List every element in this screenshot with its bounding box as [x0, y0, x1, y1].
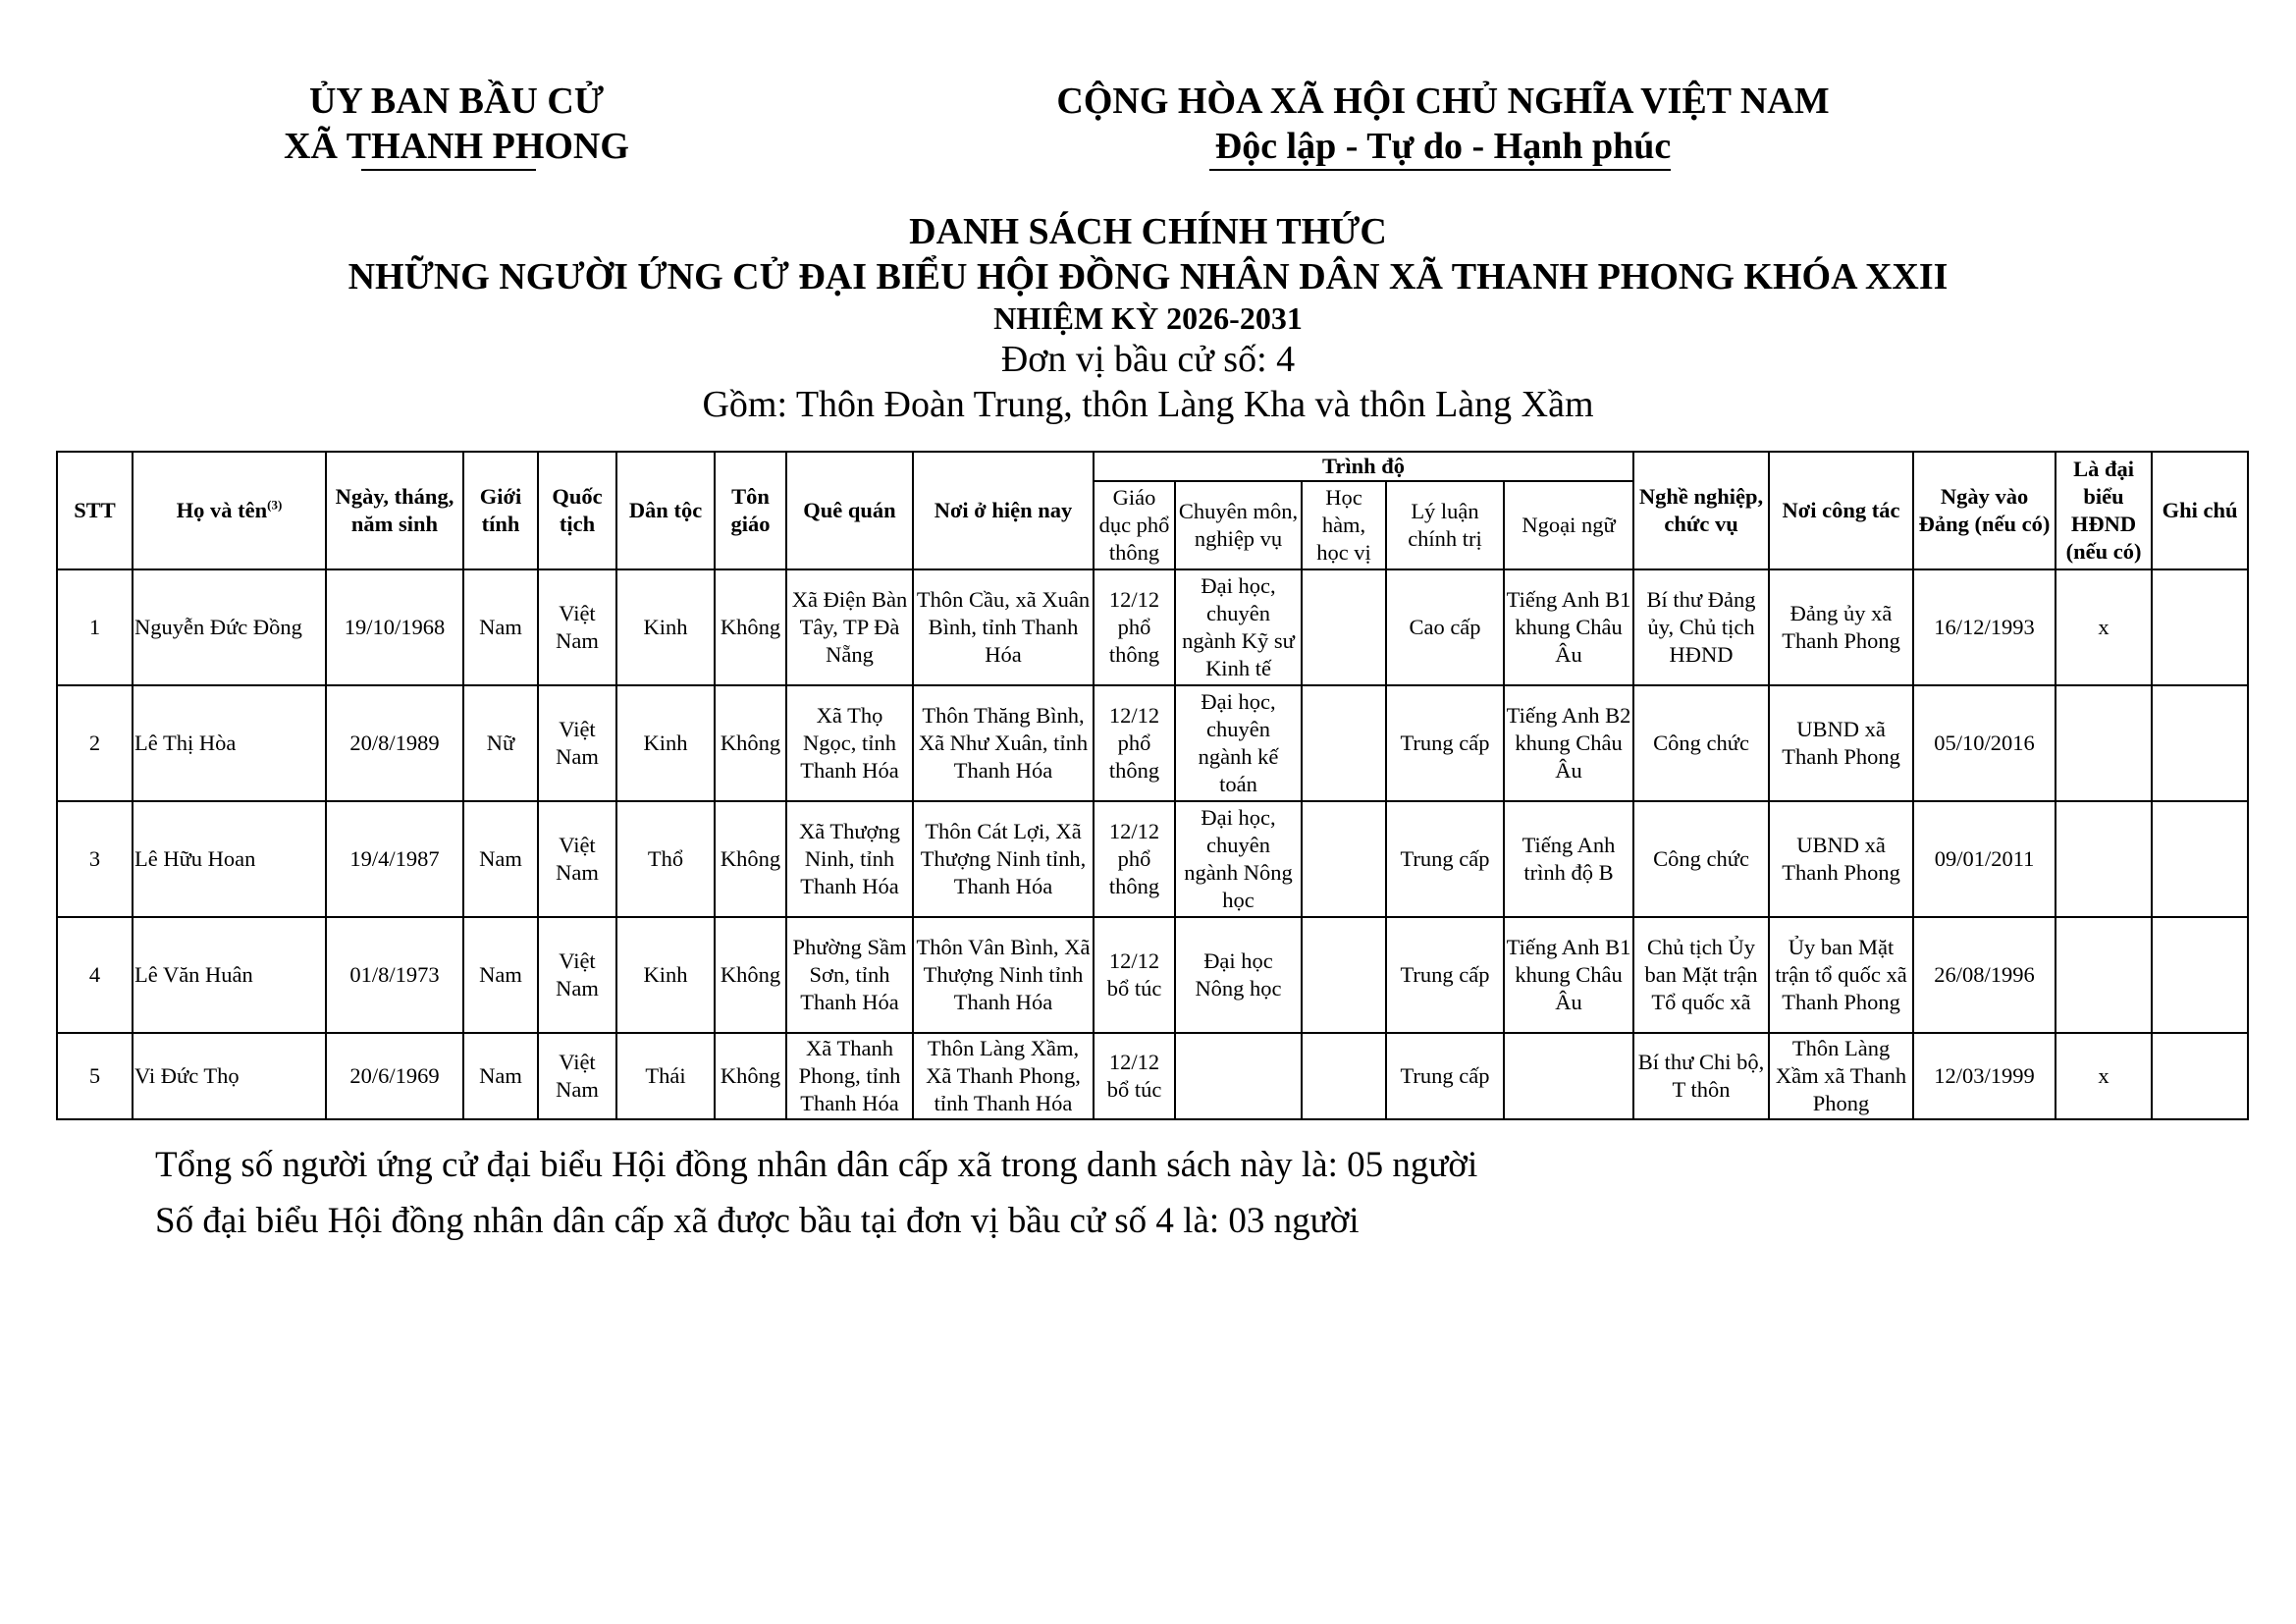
- cell-religion: Không: [715, 1033, 786, 1119]
- cell-name: Vi Đức Thọ: [133, 1033, 326, 1119]
- cell-language: Tiếng Anh trình độ B: [1504, 801, 1633, 917]
- cell-general-edu: 12/12 phổ thông: [1094, 569, 1175, 685]
- cell-council: [2056, 801, 2152, 917]
- cell-stt: 1: [57, 569, 133, 685]
- national-header: [1001, 79, 1885, 169]
- col-gender: Giới tính: [463, 452, 538, 569]
- cell-stt: 4: [57, 917, 133, 1033]
- cell-dob: 19/10/1968: [326, 569, 463, 685]
- cell-political: Trung cấp: [1386, 1033, 1504, 1119]
- cell-specialty: Đại học, chuyên ngành Nông học: [1175, 801, 1302, 917]
- cell-residence: Thôn Vân Bình, Xã Thượng Ninh tỉnh Thanh Hóa: [913, 917, 1094, 1033]
- cell-occupation: Bí thư Đảng ủy, Chủ tịch HĐND: [1633, 569, 1769, 685]
- cell-nationality: Việt Nam: [538, 917, 616, 1033]
- committee-line2: XÃ THANH PHONG: [284, 126, 629, 167]
- committee-line1: ỦY BAN BẦU CỬ: [308, 81, 605, 122]
- election-committee-header: [226, 79, 687, 169]
- cell-hometown: Xã Thượng Ninh, tỉnh Thanh Hóa: [786, 801, 913, 917]
- elected-count: Số đại biểu Hội đồng nhân dân cấp xã được bầu tại đơn vị bầu cử số 4 là: 03 người: [155, 1201, 1360, 1241]
- national-motto: Độc lập - Tự do - Hạnh phúc: [1214, 126, 1672, 167]
- cell-workplace: UBND xã Thanh Phong: [1769, 685, 1913, 801]
- col-language: Ngoại ngữ: [1504, 481, 1633, 569]
- unit-includes: Gồm: Thôn Đoàn Trung, thôn Làng Kha và thôn Làng Xầm: [702, 384, 1594, 425]
- table-header-row: [57, 452, 2248, 481]
- cell-nationality: Việt Nam: [538, 685, 616, 801]
- cell-hometown: Phường Sầm Sơn, tỉnh Thanh Hóa: [786, 917, 913, 1033]
- col-political: Lý luận chính trị: [1386, 481, 1504, 569]
- committee-underline: [361, 169, 536, 171]
- col-religion: Tôn giáo: [715, 452, 786, 569]
- doc-title: DANH SÁCH CHÍNH THỨC: [909, 211, 1387, 252]
- col-name: [133, 452, 326, 569]
- cell-name: Lê Văn Huân: [133, 917, 326, 1033]
- total-candidates: Tổng số người ứng cử đại biểu Hội đồng nhân dân cấp xã trong danh sách này là: 05 người: [155, 1145, 1478, 1185]
- cell-general-edu: 12/12 bổ túc: [1094, 1033, 1175, 1119]
- cell-academic: [1302, 1033, 1386, 1119]
- cell-hometown: Xã Điện Bàn Tây, TP Đà Nẵng: [786, 569, 913, 685]
- cell-ethnicity: Kinh: [616, 685, 715, 801]
- cell-note: [2152, 801, 2248, 917]
- col-occupation: Nghề nghiệp, chức vụ: [1633, 452, 1769, 569]
- cell-hometown: Xã Thọ Ngọc, tỉnh Thanh Hóa: [786, 685, 913, 801]
- cell-specialty: Đại học Nông học: [1175, 917, 1302, 1033]
- cell-dob: 19/4/1987: [326, 801, 463, 917]
- cell-ethnicity: Thái: [616, 1033, 715, 1119]
- cell-political: Trung cấp: [1386, 917, 1504, 1033]
- cell-note: [2152, 569, 2248, 685]
- cell-workplace: Đảng ủy xã Thanh Phong: [1769, 569, 1913, 685]
- col-education-group: Trình độ: [1094, 452, 1633, 481]
- table-row: [57, 801, 2248, 917]
- cell-note: [2152, 1033, 2248, 1119]
- cell-council: x: [2056, 1033, 2152, 1119]
- table-row: [57, 685, 2248, 801]
- cell-ethnicity: Kinh: [616, 917, 715, 1033]
- cell-note: [2152, 685, 2248, 801]
- cell-gender: Nam: [463, 801, 538, 917]
- cell-workplace: Thôn Làng Xầm xã Thanh Phong: [1769, 1033, 1913, 1119]
- cell-academic: [1302, 917, 1386, 1033]
- table-row: [57, 569, 2248, 685]
- cell-residence: Thôn Cát Lợi, Xã Thượng Ninh tỉnh, Thanh Hóa: [913, 801, 1094, 917]
- cell-nationality: Việt Nam: [538, 1033, 616, 1119]
- cell-party-date: 12/03/1999: [1913, 1033, 2056, 1119]
- cell-academic: [1302, 685, 1386, 801]
- cell-stt: 5: [57, 1033, 133, 1119]
- cell-occupation: Chủ tịch Ủy ban Mặt trận Tổ quốc xã: [1633, 917, 1769, 1033]
- doc-term: NHIỆM KỲ 2026-2031: [993, 300, 1303, 336]
- cell-residence: Thôn Thăng Bình, Xã Như Xuân, tỉnh Thanh Hóa: [913, 685, 1094, 801]
- cell-council: [2056, 917, 2152, 1033]
- col-academic: Học hàm, học vị: [1302, 481, 1386, 569]
- table-row: [57, 1033, 2248, 1119]
- cell-religion: Không: [715, 801, 786, 917]
- col-party-date: Ngày vào Đảng (nếu có): [1913, 452, 2056, 569]
- cell-occupation: Công chức: [1633, 685, 1769, 801]
- cell-residence: Thôn Cầu, xã Xuân Bình, tỉnh Thanh Hóa: [913, 569, 1094, 685]
- cell-religion: Không: [715, 685, 786, 801]
- cell-general-edu: 12/12 bổ túc: [1094, 917, 1175, 1033]
- candidate-table: [56, 451, 2249, 1120]
- doc-subtitle: NHỮNG NGƯỜI ỨNG CỬ ĐẠI BIỂU HỘI ĐỒNG NHÂN DÂN XÃ THANH PHONG KHÓA XXII: [347, 256, 1949, 298]
- cell-language: Tiếng Anh B1 khung Châu Âu: [1504, 917, 1633, 1033]
- cell-general-edu: 12/12 phổ thông: [1094, 685, 1175, 801]
- cell-name: Lê Hữu Hoan: [133, 801, 326, 917]
- cell-stt: 2: [57, 685, 133, 801]
- cell-academic: [1302, 801, 1386, 917]
- cell-language: Tiếng Anh B2 khung Châu Âu: [1504, 685, 1633, 801]
- col-hometown: Quê quán: [786, 452, 913, 569]
- cell-religion: Không: [715, 569, 786, 685]
- cell-dob: 20/8/1989: [326, 685, 463, 801]
- col-dob: Ngày, tháng, năm sinh: [326, 452, 463, 569]
- cell-dob: 20/6/1969: [326, 1033, 463, 1119]
- cell-political: Trung cấp: [1386, 801, 1504, 917]
- cell-gender: Nam: [463, 1033, 538, 1119]
- motto-underline: [1209, 169, 1671, 171]
- cell-gender: Nữ: [463, 685, 538, 801]
- cell-residence: Thôn Làng Xầm, Xã Thanh Phong, tỉnh Thanh Hóa: [913, 1033, 1094, 1119]
- col-name-note: (3): [267, 497, 283, 513]
- cell-nationality: Việt Nam: [538, 801, 616, 917]
- cell-party-date: 26/08/1996: [1913, 917, 2056, 1033]
- col-workplace: Nơi công tác: [1769, 452, 1913, 569]
- cell-council: [2056, 685, 2152, 801]
- cell-specialty: Đại học, chuyên ngành Kỹ sư Kinh tế: [1175, 569, 1302, 685]
- cell-stt: 3: [57, 801, 133, 917]
- cell-nationality: Việt Nam: [538, 569, 616, 685]
- election-unit: Đơn vị bầu cử số: 4: [1000, 339, 1296, 380]
- national-name: CỘNG HÒA XÃ HỘI CHỦ NGHĨA VIỆT NAM: [1056, 81, 1830, 122]
- cell-name: Nguyễn Đức Đồng: [133, 569, 326, 685]
- table-row: [57, 917, 2248, 1033]
- cell-general-edu: 12/12 phổ thông: [1094, 801, 1175, 917]
- cell-party-date: 09/01/2011: [1913, 801, 2056, 917]
- col-name-label: Họ và tên: [176, 498, 268, 522]
- col-ethnicity: Dân tộc: [616, 452, 715, 569]
- cell-party-date: 16/12/1993: [1913, 569, 2056, 685]
- cell-dob: 01/8/1973: [326, 917, 463, 1033]
- cell-language: Tiếng Anh B1 khung Châu Âu: [1504, 569, 1633, 685]
- cell-academic: [1302, 569, 1386, 685]
- col-general-edu: Giáo dục phổ thông: [1094, 481, 1175, 569]
- cell-name: Lê Thị Hòa: [133, 685, 326, 801]
- col-note: Ghi chú: [2152, 452, 2248, 569]
- col-specialty: Chuyên môn, nghiệp vụ: [1175, 481, 1302, 569]
- cell-hometown: Xã Thanh Phong, tỉnh Thanh Hóa: [786, 1033, 913, 1119]
- cell-occupation: Bí thư Chi bộ, T thôn: [1633, 1033, 1769, 1119]
- cell-political: Cao cấp: [1386, 569, 1504, 685]
- col-residence: Nơi ở hiện nay: [913, 452, 1094, 569]
- cell-specialty: [1175, 1033, 1302, 1119]
- cell-specialty: Đại học, chuyên ngành kế toán: [1175, 685, 1302, 801]
- cell-workplace: UBND xã Thanh Phong: [1769, 801, 1913, 917]
- cell-ethnicity: Thổ: [616, 801, 715, 917]
- cell-note: [2152, 917, 2248, 1033]
- cell-party-date: 05/10/2016: [1913, 685, 2056, 801]
- cell-workplace: Ủy ban Mặt trận tổ quốc xã Thanh Phong: [1769, 917, 1913, 1033]
- cell-language: [1504, 1033, 1633, 1119]
- cell-religion: Không: [715, 917, 786, 1033]
- cell-gender: Nam: [463, 917, 538, 1033]
- col-stt: STT: [57, 452, 133, 569]
- col-nationality: Quốc tịch: [538, 452, 616, 569]
- cell-occupation: Công chức: [1633, 801, 1769, 917]
- cell-ethnicity: Kinh: [616, 569, 715, 685]
- col-council: Là đại biểu HĐND (nếu có): [2056, 452, 2152, 569]
- cell-political: Trung cấp: [1386, 685, 1504, 801]
- cell-gender: Nam: [463, 569, 538, 685]
- cell-council: x: [2056, 569, 2152, 685]
